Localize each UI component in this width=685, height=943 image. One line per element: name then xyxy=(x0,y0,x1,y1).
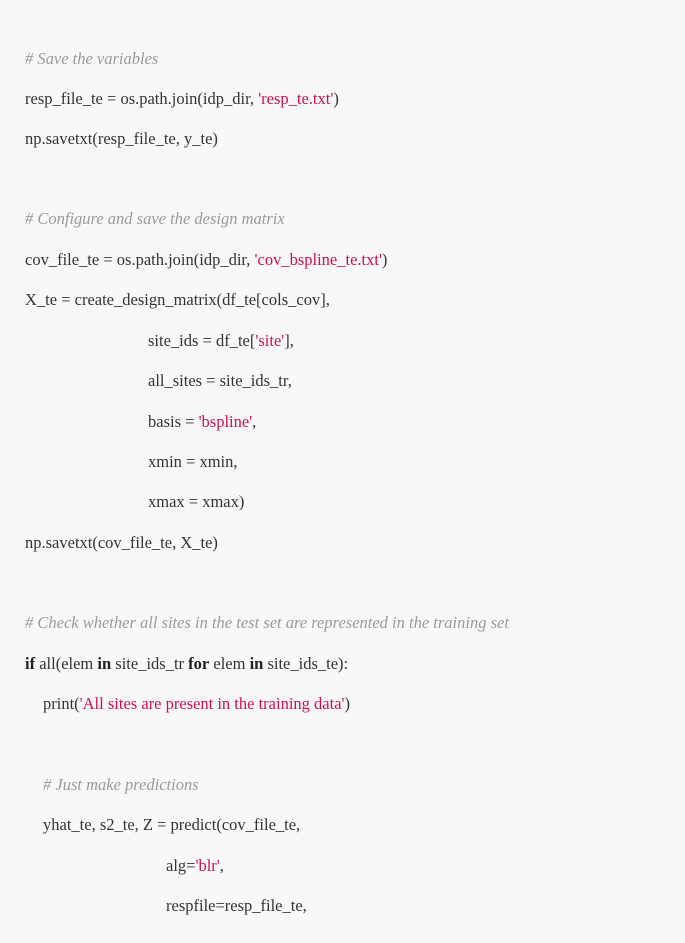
code-text: cov_file_te = os.path.join(idp_dir, xyxy=(25,250,255,269)
code-text: ) xyxy=(381,250,388,269)
code-line: respfile=resp_file_te, xyxy=(166,896,307,915)
code-text: ) xyxy=(344,694,350,713)
code-line xyxy=(148,331,294,351)
code-string: 'All sites are present in the training data' xyxy=(79,694,345,713)
code-text: site_ids = df_te[ xyxy=(148,331,256,350)
code-line: yhat_te, s2_te, Z = predict(cov_file_te, xyxy=(43,815,301,834)
code-text: alg= xyxy=(166,856,196,875)
keyword: if xyxy=(25,654,36,673)
code-line: X_te = create_design_matrix(df_te[cols_cov], xyxy=(25,290,330,309)
code-text: basis = xyxy=(148,412,199,431)
code-line: np.savetxt(cov_file_te, X_te) xyxy=(25,533,218,552)
code-text: site_ids_te): xyxy=(263,654,349,673)
code-line xyxy=(148,412,256,432)
code-line xyxy=(25,89,339,109)
code-string: 'cov_bspline_te.txt' xyxy=(254,250,382,269)
code-text: , xyxy=(219,856,224,875)
code-line xyxy=(25,654,348,674)
code-string: 'blr' xyxy=(195,856,220,875)
code-line xyxy=(25,250,387,270)
keyword: in xyxy=(249,654,264,673)
code-text: ], xyxy=(284,331,294,350)
code-string: 'bspline' xyxy=(198,412,253,431)
code-line: xmax = xmax) xyxy=(148,492,245,511)
code-comment: # Save the variables xyxy=(25,49,159,68)
keyword: for xyxy=(188,654,210,673)
code-text: elem xyxy=(209,654,250,673)
code-text: , xyxy=(252,412,257,431)
code-comment: # Check whether all sites in the test set are represented in the training set xyxy=(25,613,509,632)
code-text: all(elem xyxy=(35,654,98,673)
code-text: resp_file_te = os.path.join(idp_dir, xyxy=(25,89,259,108)
code-line xyxy=(166,856,224,876)
code-text: print( xyxy=(43,694,80,713)
code-comment: # Just make predictions xyxy=(43,775,199,794)
code-line: np.savetxt(resp_file_te, y_te) xyxy=(25,129,218,148)
code-line: all_sites = site_ids_tr, xyxy=(148,371,292,390)
code-line xyxy=(43,694,350,714)
code-line: xmin = xmin, xyxy=(148,452,238,471)
keyword: in xyxy=(97,654,112,673)
code-string: 'site' xyxy=(255,331,285,350)
code-text: site_ids_tr xyxy=(111,654,189,673)
code-comment: # Configure and save the design matrix xyxy=(25,209,285,228)
code-text: ) xyxy=(333,89,339,108)
code-string: 'resp_te.txt' xyxy=(258,89,334,108)
